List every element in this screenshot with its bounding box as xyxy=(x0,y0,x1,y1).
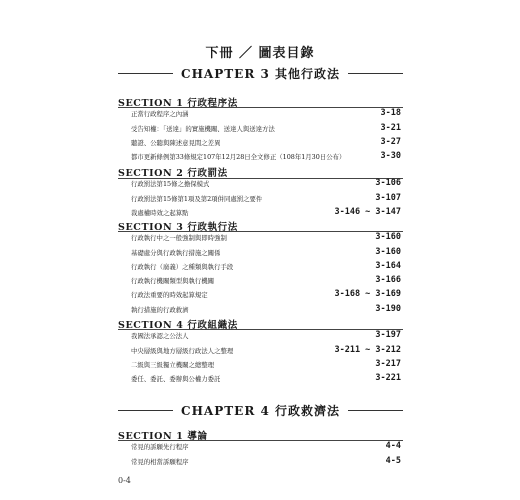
section-heading: SECTION 1 導論 xyxy=(118,431,208,442)
section-heading: SECTION 4 行政組織法 xyxy=(118,320,238,331)
toc-entry[interactable] xyxy=(131,121,401,135)
entry-title: 執行措施的行政救濟 xyxy=(131,305,189,314)
chapter-title: CHAPTER 4 行政救濟法 xyxy=(181,403,340,418)
toc-entry[interactable] xyxy=(131,230,401,244)
entry-page: 3-197 xyxy=(375,330,401,340)
toc-entry[interactable] xyxy=(131,328,401,342)
entry-page: 3-164 xyxy=(375,261,401,271)
toc-entry[interactable] xyxy=(131,371,401,385)
toc-entry[interactable] xyxy=(131,357,401,371)
entry-title: 我國法承認之公法人 xyxy=(131,331,189,340)
toc-entry[interactable] xyxy=(131,343,401,357)
chapter-rule-left xyxy=(118,410,173,411)
toc-entry[interactable] xyxy=(131,302,401,316)
entry-page: 3-106 xyxy=(375,178,401,188)
entry-title: 受告知權：「送達」的實施機關、送達人與送達方法 xyxy=(131,124,275,133)
toc-entry[interactable] xyxy=(131,135,401,149)
entry-title: 委任、委託、委辦與公權力委託 xyxy=(131,374,221,383)
entry-title: 行政執行機關類型與執行機關 xyxy=(131,276,215,285)
entry-title: 行政罰法第15條之擔保模式 xyxy=(131,179,210,188)
entry-page: 3-166 xyxy=(375,275,401,285)
entry-title: 正當行政程序之內涵 xyxy=(131,109,189,118)
page-title: 下冊 ／ 圖表目錄 xyxy=(205,46,315,61)
entry-title: 常見的訴願先行程序 xyxy=(131,442,189,451)
entry-title: 聽證、公聽與陳述意見間之差異 xyxy=(131,138,221,147)
entry-page: 3-168 ~ 3-169 xyxy=(334,289,401,299)
entry-title: 行政執行中之一般強制與即時強制 xyxy=(131,233,227,242)
chapter-3-heading xyxy=(118,65,403,81)
entry-title: 二級與三級獨立機關之總整理 xyxy=(131,360,215,369)
chapter-rule-right xyxy=(348,410,403,411)
entry-page: 3-21 xyxy=(380,123,401,133)
entry-page: 3-160 xyxy=(375,232,401,242)
toc-entry[interactable] xyxy=(131,106,401,120)
entry-page: 3-217 xyxy=(375,359,401,369)
entry-title: 裁處權時效之起算點 xyxy=(131,208,189,217)
entry-page: 3-146 ~ 3-147 xyxy=(334,207,401,217)
entry-page: 3-30 xyxy=(380,151,401,161)
entry-title: 常見的相當訴願程序 xyxy=(131,457,189,466)
toc-entry[interactable] xyxy=(131,439,401,453)
toc-entry[interactable] xyxy=(131,454,401,468)
entry-title: 行政法重要的時效起算規定 xyxy=(131,290,208,299)
section-heading: SECTION 1 行政程序法 xyxy=(118,98,238,109)
entry-page: 3-211 ~ 3-212 xyxy=(334,345,401,355)
toc-entry[interactable] xyxy=(131,287,401,301)
entry-page: 3-107 xyxy=(375,193,401,203)
entry-page: 3-18 xyxy=(380,108,401,118)
entry-page: 4-5 xyxy=(385,456,401,466)
toc-entry[interactable] xyxy=(131,273,401,287)
toc-entry[interactable] xyxy=(131,245,401,259)
entry-title: 行政執行（廣義）之種類與執行手段 xyxy=(131,262,234,271)
entry-page: 3-190 xyxy=(375,304,401,314)
toc-entry[interactable] xyxy=(131,176,401,190)
section-heading: SECTION 2 行政罰法 xyxy=(118,168,228,179)
entry-page: 4-4 xyxy=(385,441,401,451)
chapter-title: CHAPTER 3 其他行政法 xyxy=(181,66,340,81)
entry-page: 3-160 xyxy=(375,247,401,257)
entry-title: 中央層級與地方層級行政法人之整理 xyxy=(131,346,234,355)
toc-entry[interactable] xyxy=(131,205,401,219)
footer-page-number: 0-4 xyxy=(118,476,131,485)
entry-page: 3-27 xyxy=(380,137,401,147)
toc-entry[interactable] xyxy=(131,191,401,205)
chapter-rule-left xyxy=(118,73,173,74)
chapter-4-heading xyxy=(118,402,403,418)
chapter-rule-right xyxy=(348,73,403,74)
entry-page: 3-221 xyxy=(375,373,401,383)
toc-entry[interactable] xyxy=(131,149,401,163)
entry-title: 行政罰法第15條第1項及第2項併同處罰之要件 xyxy=(131,194,263,203)
entry-title: 基礎處分與行政執行措施之關係 xyxy=(131,248,221,257)
section-heading: SECTION 3 行政執行法 xyxy=(118,222,238,233)
toc-entry[interactable] xyxy=(131,259,401,273)
entry-title: 都市更新條例第33條規定107年12月28日全文修正（108年1月30日公布） xyxy=(131,152,346,161)
